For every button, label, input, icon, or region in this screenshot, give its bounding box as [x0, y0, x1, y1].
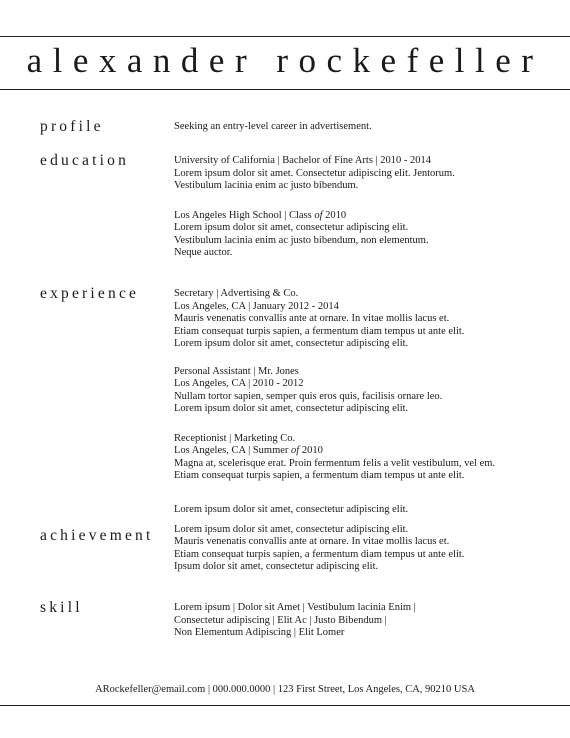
- achievement-line: Lorem ipsum dolor sit amet, consectetur adipiscing elit.: [174, 523, 409, 535]
- entry-title: University of California | Bachelor of Fine Arts | 2010 - 2014: [174, 155, 432, 166]
- section-heading-experience: experience: [40, 285, 140, 302]
- skill-line: Lorem ipsum | Dolor sit Amet | Vestibulum lacinia Enim |: [174, 602, 416, 613]
- education-entry: [174, 155, 554, 193]
- skill-line: Consectetur adipiscing | Elit Ac | Justo Bibendum |: [174, 614, 387, 626]
- entry-title: Receptionist | Marketing Co.: [174, 432, 296, 444]
- experience-entry: [174, 288, 554, 351]
- experience-content: [174, 288, 554, 483]
- entry-line: Etiam consequat turpis sapien, a fermentum diam tempus ut ante elit.: [174, 470, 465, 481]
- achievement-line: Mauris venenatis convallis ante at ornare. In vitae mollis lacus et.: [174, 536, 450, 547]
- header-divider: [0, 89, 570, 90]
- entry-line: Neque auctor.: [174, 247, 233, 258]
- entry-line: Los Angeles, CA | January 2012 - 2014: [174, 300, 339, 312]
- entry-line: Vestibulum lacinia enim ac justo bibendum, non elementum.: [174, 234, 429, 246]
- entry-line: Los Angeles, CA | Summer of 2010: [174, 445, 323, 456]
- candidate-name: alexander rockefeller: [26, 41, 544, 80]
- contact-footer: ARockefeller@email.com | 000.000.0000 | 123 First Street, Los Angeles, CA, 90210 USA: [95, 684, 475, 695]
- achievement-line: Ipsum dolor sit amet, consectetur adipiscing elit.: [174, 561, 379, 572]
- entry-line: Vestibulum lacinia enim ac justo bibendum.: [174, 180, 359, 191]
- achievement-content: [174, 504, 554, 574]
- entry-title: Personal Assistant | Mr. Jones: [174, 365, 299, 377]
- entry-title: Secretary | Advertising & Co.: [174, 288, 299, 299]
- entry-line: Magna at, scelerisque erat. Proin fermentum felis a velit vestibulum, vel em.: [174, 457, 496, 469]
- education-content: [174, 155, 554, 260]
- entry-line: Los Angeles, CA | 2010 - 2012: [174, 378, 304, 389]
- entry-line: Lorem ipsum dolor sit amet, consectetur adipiscing elit.: [174, 403, 409, 414]
- section-heading-education: education: [40, 152, 130, 169]
- profile-line: Seeking an entry-level career in advertisement.: [174, 121, 372, 132]
- experience-last-line: Lorem ipsum dolor sit amet, consectetur adipiscing elit.: [174, 504, 409, 515]
- experience-entry: [174, 366, 554, 416]
- skill-content: [174, 602, 554, 640]
- experience-entry: [174, 433, 554, 483]
- entry-line: Lorem ipsum dolor sit amet, consectetur adipiscing elit.: [174, 338, 409, 349]
- skill-line: Non Elementum Adipiscing | Elit Lomer: [174, 627, 345, 638]
- entry-line: Lorem ipsum dolor sit amet. Consectetur adipiscing elit. Jentorum.: [174, 167, 455, 179]
- section-heading-profile: profile: [40, 118, 104, 135]
- entry-line: Etiam consequat turpis sapien, a fermentum diam tempus ut ante elit.: [174, 325, 465, 337]
- footer-divider: [0, 705, 570, 706]
- achievement-line: Etiam consequat turpis sapien, a fermentum diam tempus ut ante elit.: [174, 548, 465, 560]
- education-entry: [174, 210, 554, 260]
- entry-line: Lorem ipsum dolor sit amet, consectetur adipiscing elit.: [174, 222, 409, 233]
- section-heading-achievement: achievement: [40, 527, 154, 544]
- entry-line: Mauris venenatis convallis ante at ornare. In vitae mollis lacus et.: [174, 313, 450, 324]
- entry-line: Nullam tortor sapien, semper quis eros quis, facilisis ornare leo.: [174, 390, 443, 402]
- section-heading-skill: skill: [40, 599, 83, 616]
- profile-content: [174, 121, 554, 134]
- entry-title: Los Angeles High School | Class of 2010: [174, 209, 347, 221]
